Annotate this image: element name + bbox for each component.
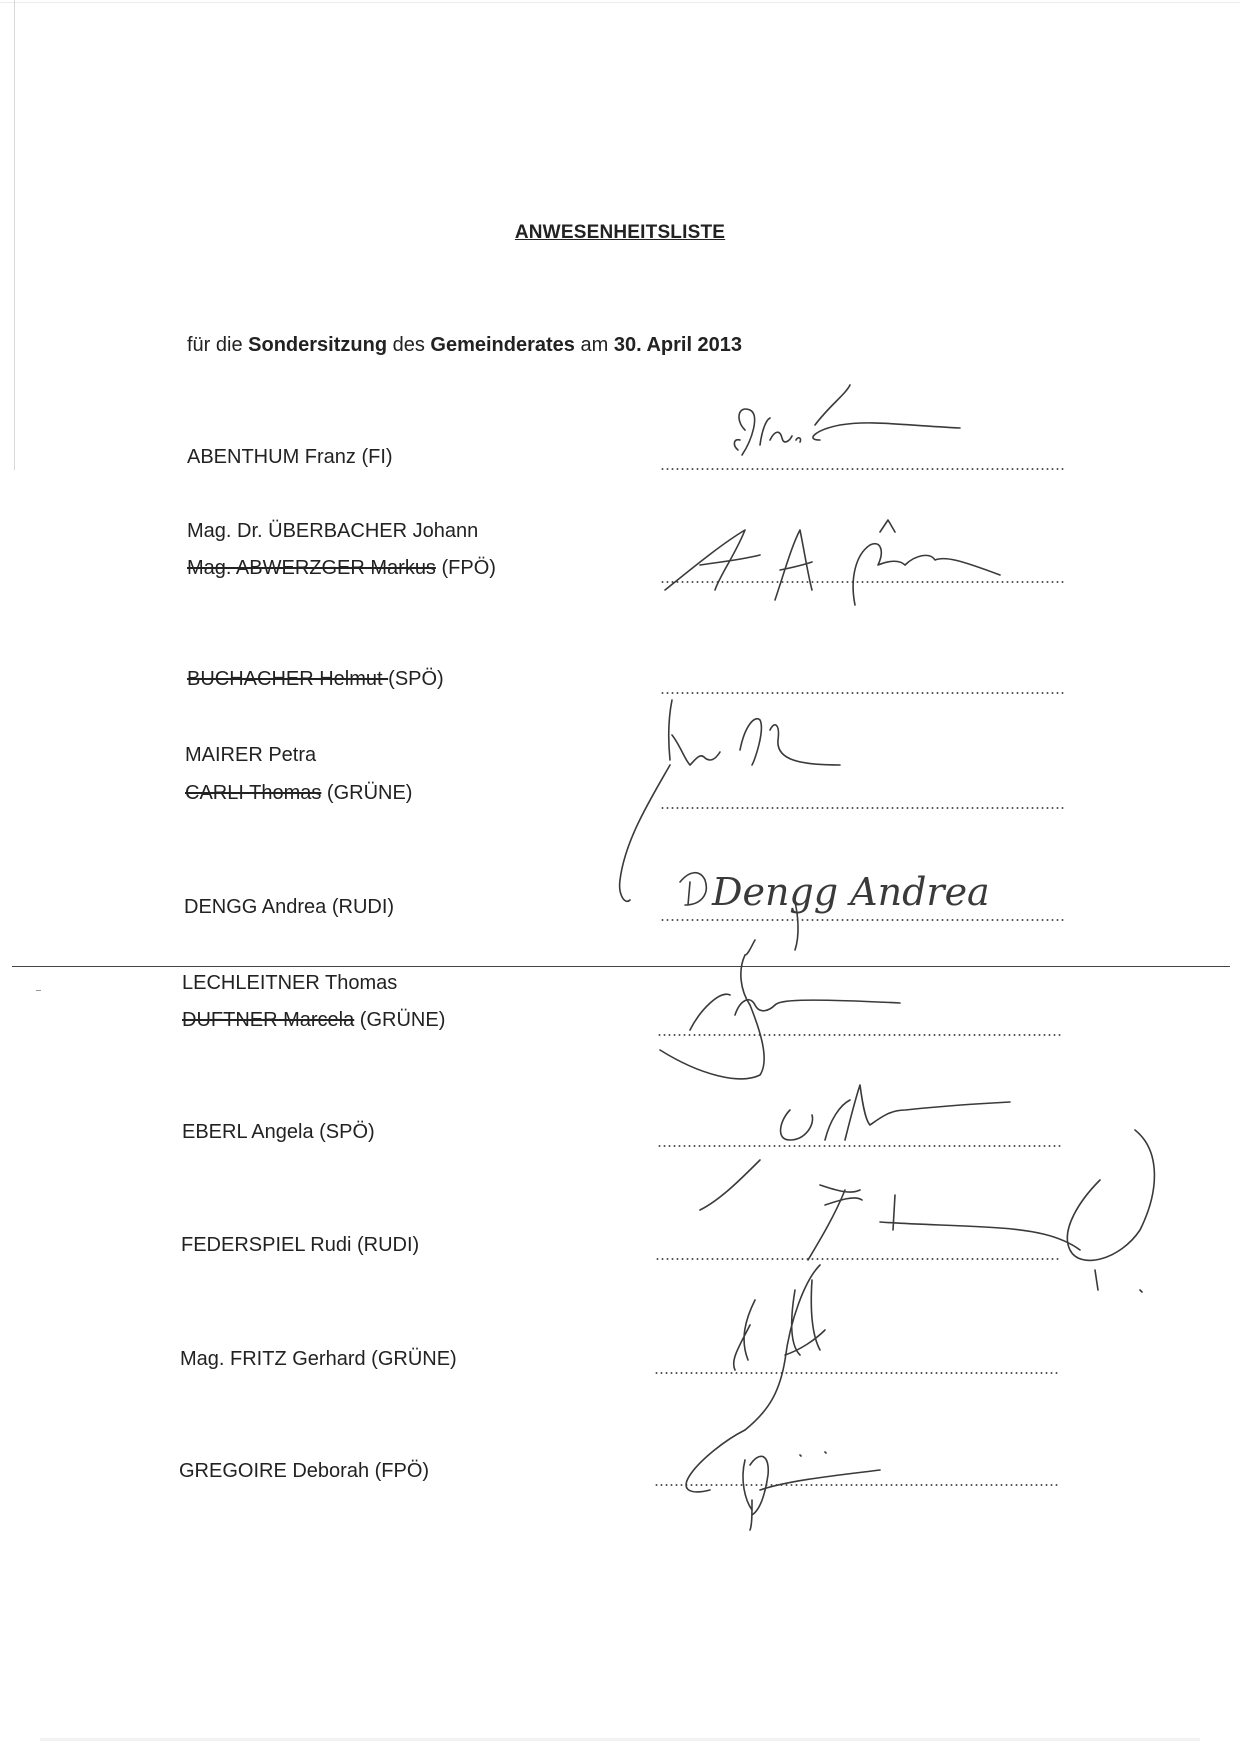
attendee-party: (RUDI) [351, 1234, 420, 1256]
subtitle-date: 30. April 2013 [613, 334, 743, 356]
subtitle-body: Gemeinderates [430, 334, 575, 356]
attendee-party: (SPÖ) [388, 668, 444, 690]
attendee-name: LECHLEITNER Thomas [182, 972, 398, 994]
attendee-party: (GRÜNE) [365, 1348, 457, 1370]
subtitle-text: für die [187, 334, 249, 356]
signature-ueberbacher [665, 520, 1000, 605]
attendee-name-struck: CARLI Thomas [185, 782, 322, 804]
signature-dengg [680, 870, 990, 950]
attendee-name-struck: DUFTNER Marcela [182, 1009, 355, 1031]
attendee-party: (SPÖ) [313, 1121, 375, 1143]
attendee-name: Mag. Dr. ÜBERBACHER Johann [187, 520, 479, 542]
attendee-party: (FI) [355, 446, 393, 468]
attendee-name: FEDERSPIEL Rudi [181, 1234, 352, 1256]
attendee-party: (GRÜNE) [354, 1009, 446, 1031]
attendee-party: (GRÜNE) [321, 782, 413, 804]
signature-abenthum [734, 385, 960, 455]
signature-lechleitner [660, 940, 900, 1079]
attendee-party: (FPÖ) [369, 1460, 430, 1482]
attendee-name: ABENTHUM Franz [187, 446, 356, 468]
attendee-name-struck: BUCHACHER Helmut [187, 668, 389, 690]
subtitle-text: am [574, 334, 614, 356]
attendee-name: GREGOIRE Deborah [179, 1460, 370, 1482]
subtitle-session-type: Sondersitzung [248, 334, 388, 356]
signature-gregoire [686, 1430, 880, 1530]
signature-dengg-text: Dengg Andrea [712, 870, 990, 914]
attendee-name: DENGG Andrea [184, 896, 327, 918]
signature-fritz [734, 1265, 825, 1430]
attendee-party: (RUDI) [326, 896, 395, 918]
attendee-name: EBERL Angela [182, 1121, 314, 1143]
signature-federspiel [808, 1130, 1154, 1292]
attendee-party: (FPÖ) [435, 557, 496, 579]
attendee-name: Mag. FRITZ Gerhard [180, 1348, 366, 1370]
attendee-name: MAIRER Petra [185, 744, 317, 766]
subtitle-text: des [387, 334, 431, 356]
document-title: ANWESENHEITSLISTE [514, 222, 726, 243]
attendee-name-struck: Mag. ABWERZGER Markus [187, 557, 436, 579]
